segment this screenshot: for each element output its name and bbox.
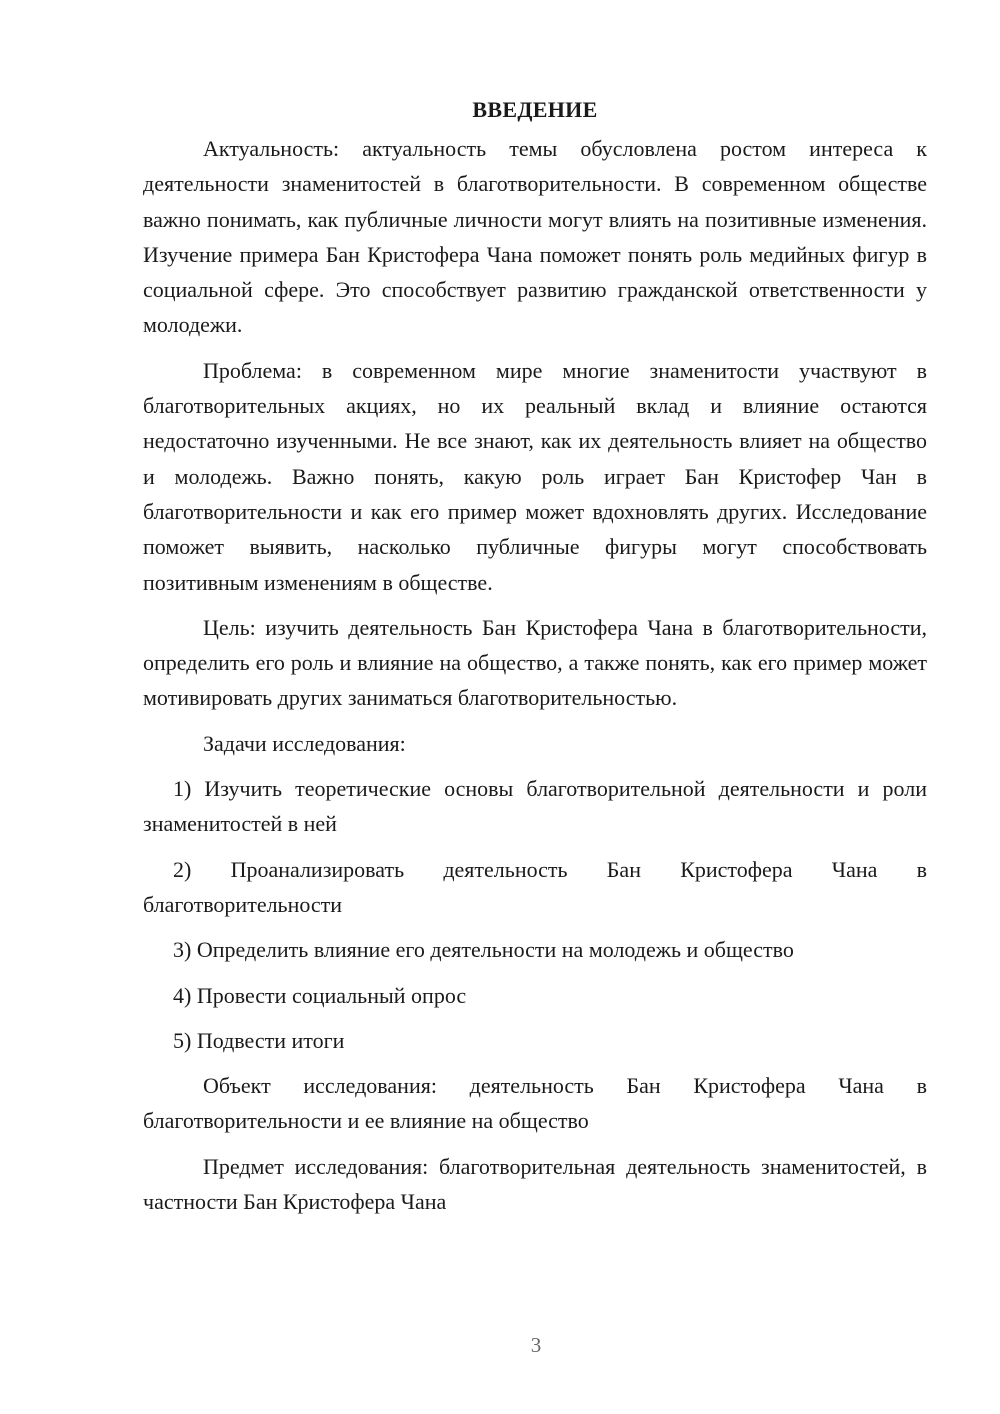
task-item-1: 1) Изучить теоретические основы благотворительной деятельности и роли знаменитостей в ней: [143, 776, 927, 837]
document-page: [143, 92, 927, 1229]
relevance-paragraph: Актуальность: актуальность темы обусловлена ростом интереса к деятельности знаменитостей в благотворительности. В современном обществе важно понимать, как публичные личности могут влиять на позитивные изменения. Изучение примера Бан Кристофера Чана поможет понять роль медийных фигур в социальной сфере. Это способствует развитию гражданской ответственности у молодежи.: [143, 136, 927, 338]
subject-paragraph: Предмет исследования: благотворительная деятельность знаменитостей, в частности Бан Кристофера Чана: [143, 1153, 927, 1215]
problem-paragraph: Проблема: в современном мире многие знаменитости участвуют в благотворительных акциях, но их реальный вклад и влияние остаются недостаточно изученными. Не все знают, как их деятельность влияет на общество и молодежь. Важно понять, какую роль играет Бан Кристофер Чан в благотворительности и как его пример может вдохновлять других. Исследование поможет выявить, насколько публичные фигуры могут способствовать позитивным изменениям в обществе.: [143, 357, 927, 595]
task-item-4: 4) Провести социальный опрос: [173, 982, 467, 1008]
task-item-3: 3) Определить влияние его деятельности на молодежь и общество: [173, 937, 794, 963]
tasks-heading: Задачи исследования:: [203, 730, 406, 756]
object-paragraph: Объект исследования: деятельность Бан Кристофера Чана в благотворительности и ее влияние на общество: [143, 1073, 927, 1134]
page-number: 3: [530, 1333, 542, 1357]
task-item-2: 2) Проанализировать деятельность Бан Кристофера Чана в благотворительности: [143, 856, 927, 917]
section-title: ВВЕДЕНИЕ: [472, 97, 598, 122]
goal-paragraph: Цель: изучить деятельность Бан Кристофера Чана в благотворительности, определить его роль и влияние на общество, а также понять, как его пример может мотивировать других заниматься благотворительностью.: [143, 614, 927, 711]
task-item-5: 5) Подвести итоги: [173, 1027, 345, 1053]
